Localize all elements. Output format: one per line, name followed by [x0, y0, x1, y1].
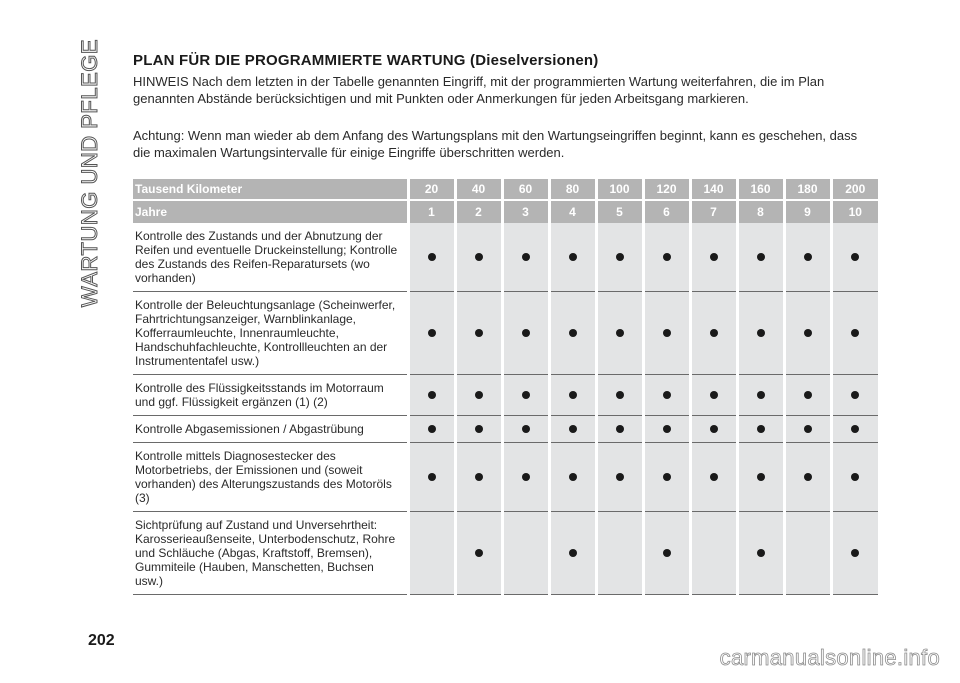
check-dot-icon: [663, 473, 671, 481]
interval-cell: [737, 292, 784, 375]
check-dot-icon: [569, 549, 577, 557]
check-dot-icon: [569, 425, 577, 433]
interval-cell: [784, 223, 831, 292]
check-dot-icon: [663, 391, 671, 399]
interval-cell: [831, 292, 878, 375]
row-label: Kontrolle des Flüssigkeitsstands im Motorraum und ggf. Flüssigkeit ergänzen (1) (2): [133, 375, 408, 416]
section-side-title: [70, 38, 110, 308]
table-row: [133, 443, 878, 512]
check-dot-icon: [428, 425, 436, 433]
interval-cell: [549, 375, 596, 416]
interval-cell: [643, 292, 690, 375]
interval-cell: [690, 443, 737, 512]
interval-cell: [502, 223, 549, 292]
row-label: Kontrolle der Beleuchtungsanlage (Scheinwerfer, Fahrtrichtungsanzeiger, Warnblinkanlage, Kofferraumleuchte, Innenraumleuchte, Handschuhfachleuchte, Kontrollleuchten an der Instrumententafel usw.): [133, 292, 408, 375]
interval-cell: [455, 292, 502, 375]
header-km-value-3: 80: [549, 179, 596, 200]
check-dot-icon: [804, 253, 812, 261]
header-row-years: [133, 200, 878, 223]
interval-cell: [737, 512, 784, 595]
check-dot-icon: [616, 329, 624, 337]
check-dot-icon: [428, 329, 436, 337]
interval-cell: [643, 443, 690, 512]
check-dot-icon: [851, 473, 859, 481]
table-row: [133, 512, 878, 595]
check-dot-icon: [663, 425, 671, 433]
interval-cell: [690, 292, 737, 375]
note-paragraph: HINWEIS Nach dem letzten in der Tabelle genannten Eingriff, mit der programmierten Wartung weiterfahren, die im Plan genannten Abstände berücksichtigen und mit Punkten oder Anmerkungen für jeden Arbeitsgang markieren.: [133, 74, 825, 106]
interval-cell: [737, 416, 784, 443]
header-year-value-1: 2: [455, 200, 502, 223]
check-dot-icon: [757, 549, 765, 557]
header-km-value-6: 140: [690, 179, 737, 200]
interval-cell: [643, 375, 690, 416]
header-year-value-8: 9: [784, 200, 831, 223]
interval-cell: [831, 512, 878, 595]
header-year-value-6: 7: [690, 200, 737, 223]
interval-cell: [831, 443, 878, 512]
interval-cell: [596, 512, 643, 595]
check-dot-icon: [851, 391, 859, 399]
check-dot-icon: [522, 425, 530, 433]
check-dot-icon: [522, 329, 530, 337]
warning-paragraph: Achtung: Wenn man wieder ab dem Anfang des Wartungsplans mit den Wartungseingriffen beginnt, kann es geschehen, dass die maximalen Wartungsintervalle für einige Eingriffe überschritten werden.: [133, 128, 858, 160]
interval-cell: [549, 443, 596, 512]
table-row: [133, 375, 878, 416]
check-dot-icon: [804, 391, 812, 399]
check-dot-icon: [663, 253, 671, 261]
interval-cell: [690, 416, 737, 443]
check-dot-icon: [522, 253, 530, 261]
interval-cell: [690, 375, 737, 416]
interval-cell: [690, 512, 737, 595]
row-label: Kontrolle des Zustands und der Abnutzung der Reifen und eventuelle Druckeinstellung; Kontrolle des Zustands des Reifen-Reparatursets (wo vorhanden): [133, 223, 408, 292]
header-km-value-4: 100: [596, 179, 643, 200]
header-km-value-8: 180: [784, 179, 831, 200]
check-dot-icon: [757, 253, 765, 261]
interval-cell: [408, 512, 455, 595]
table-row: [133, 223, 878, 292]
interval-cell: [596, 443, 643, 512]
check-dot-icon: [663, 549, 671, 557]
interval-cell: [455, 416, 502, 443]
header-km-value-7: 160: [737, 179, 784, 200]
check-dot-icon: [475, 391, 483, 399]
header-km-value-9: 200: [831, 179, 878, 200]
header-km-value-0: 20: [408, 179, 455, 200]
page-number: 202: [88, 632, 115, 649]
interval-cell: [408, 416, 455, 443]
interval-cell: [549, 223, 596, 292]
interval-cell: [831, 416, 878, 443]
table-row: [133, 416, 878, 443]
interval-cell: [737, 443, 784, 512]
interval-cell: [549, 512, 596, 595]
header-km-value-1: 40: [455, 179, 502, 200]
check-dot-icon: [475, 549, 483, 557]
interval-cell: [549, 416, 596, 443]
check-dot-icon: [757, 391, 765, 399]
interval-cell: [784, 512, 831, 595]
interval-cell: [455, 375, 502, 416]
interval-cell: [502, 416, 549, 443]
interval-cell: [784, 375, 831, 416]
interval-cell: [643, 416, 690, 443]
header-year-value-9: 10: [831, 200, 878, 223]
check-dot-icon: [851, 549, 859, 557]
check-dot-icon: [757, 425, 765, 433]
check-dot-icon: [804, 425, 812, 433]
header-year-value-5: 6: [643, 200, 690, 223]
interval-cell: [408, 443, 455, 512]
interval-cell: [408, 292, 455, 375]
row-label: Kontrolle mittels Diagnosestecker des Motorbetriebs, der Emissionen und (soweit vorhanden) des Alterungszustands des Motoröls (3): [133, 443, 408, 512]
header-km-value-2: 60: [502, 179, 549, 200]
check-dot-icon: [710, 253, 718, 261]
check-dot-icon: [428, 391, 436, 399]
check-dot-icon: [851, 329, 859, 337]
interval-cell: [502, 443, 549, 512]
interval-cell: [596, 292, 643, 375]
check-dot-icon: [710, 425, 718, 433]
check-dot-icon: [663, 329, 671, 337]
interval-cell: [690, 223, 737, 292]
check-dot-icon: [569, 473, 577, 481]
header-year-value-7: 8: [737, 200, 784, 223]
check-dot-icon: [475, 329, 483, 337]
interval-cell: [784, 416, 831, 443]
check-dot-icon: [757, 329, 765, 337]
page-heading: PLAN FÜR DIE PROGRAMMIERTE WARTUNG (Dieselversionen): [133, 52, 599, 69]
check-dot-icon: [757, 473, 765, 481]
check-dot-icon: [428, 253, 436, 261]
row-label: Kontrolle Abgasemissionen / Abgastrübung: [133, 416, 408, 443]
interval-cell: [643, 223, 690, 292]
table-body: [133, 223, 878, 595]
check-dot-icon: [522, 473, 530, 481]
header-km-label: Tausend Kilometer: [133, 179, 408, 200]
interval-cell: [408, 223, 455, 292]
interval-cell: [455, 512, 502, 595]
interval-cell: [831, 375, 878, 416]
header-year-value-0: 1: [408, 200, 455, 223]
check-dot-icon: [616, 391, 624, 399]
interval-cell: [455, 223, 502, 292]
header-year-value-4: 5: [596, 200, 643, 223]
check-dot-icon: [616, 473, 624, 481]
section-side-title-text: WARTUNG UND PFLEGE: [77, 38, 103, 308]
interval-cell: [831, 223, 878, 292]
check-dot-icon: [475, 425, 483, 433]
interval-cell: [596, 223, 643, 292]
interval-cell: [455, 443, 502, 512]
table-row: [133, 292, 878, 375]
header-km-value-5: 120: [643, 179, 690, 200]
header-year-value-2: 3: [502, 200, 549, 223]
maintenance-schedule-table: [133, 179, 878, 595]
interval-cell: [643, 512, 690, 595]
interval-cell: [502, 512, 549, 595]
header-row-kilometers: [133, 179, 878, 200]
interval-cell: [784, 443, 831, 512]
check-dot-icon: [804, 473, 812, 481]
check-dot-icon: [616, 253, 624, 261]
interval-cell: [737, 223, 784, 292]
check-dot-icon: [804, 329, 812, 337]
header-year-value-3: 4: [549, 200, 596, 223]
check-dot-icon: [428, 473, 436, 481]
watermark: carmanualsonline.info: [719, 645, 940, 670]
check-dot-icon: [710, 473, 718, 481]
check-dot-icon: [475, 253, 483, 261]
check-dot-icon: [569, 253, 577, 261]
check-dot-icon: [522, 391, 530, 399]
interval-cell: [502, 292, 549, 375]
interval-cell: [408, 375, 455, 416]
check-dot-icon: [851, 425, 859, 433]
check-dot-icon: [569, 391, 577, 399]
check-dot-icon: [569, 329, 577, 337]
interval-cell: [596, 416, 643, 443]
maintenance-table: [133, 179, 878, 595]
interval-cell: [502, 375, 549, 416]
row-label: Sichtprüfung auf Zustand und Unversehrtheit: Karosserieaußenseite, Unterbodenschutz, Rohre und Schläuche (Abgas, Kraftstoff, Bremsen), Gummiteile (Hauben, Manschetten, Buchsen usw.): [133, 512, 408, 595]
interval-cell: [596, 375, 643, 416]
header-year-label: Jahre: [133, 200, 408, 223]
interval-cell: [549, 292, 596, 375]
check-dot-icon: [851, 253, 859, 261]
check-dot-icon: [475, 473, 483, 481]
check-dot-icon: [710, 391, 718, 399]
interval-cell: [737, 375, 784, 416]
interval-cell: [784, 292, 831, 375]
check-dot-icon: [710, 329, 718, 337]
check-dot-icon: [616, 425, 624, 433]
